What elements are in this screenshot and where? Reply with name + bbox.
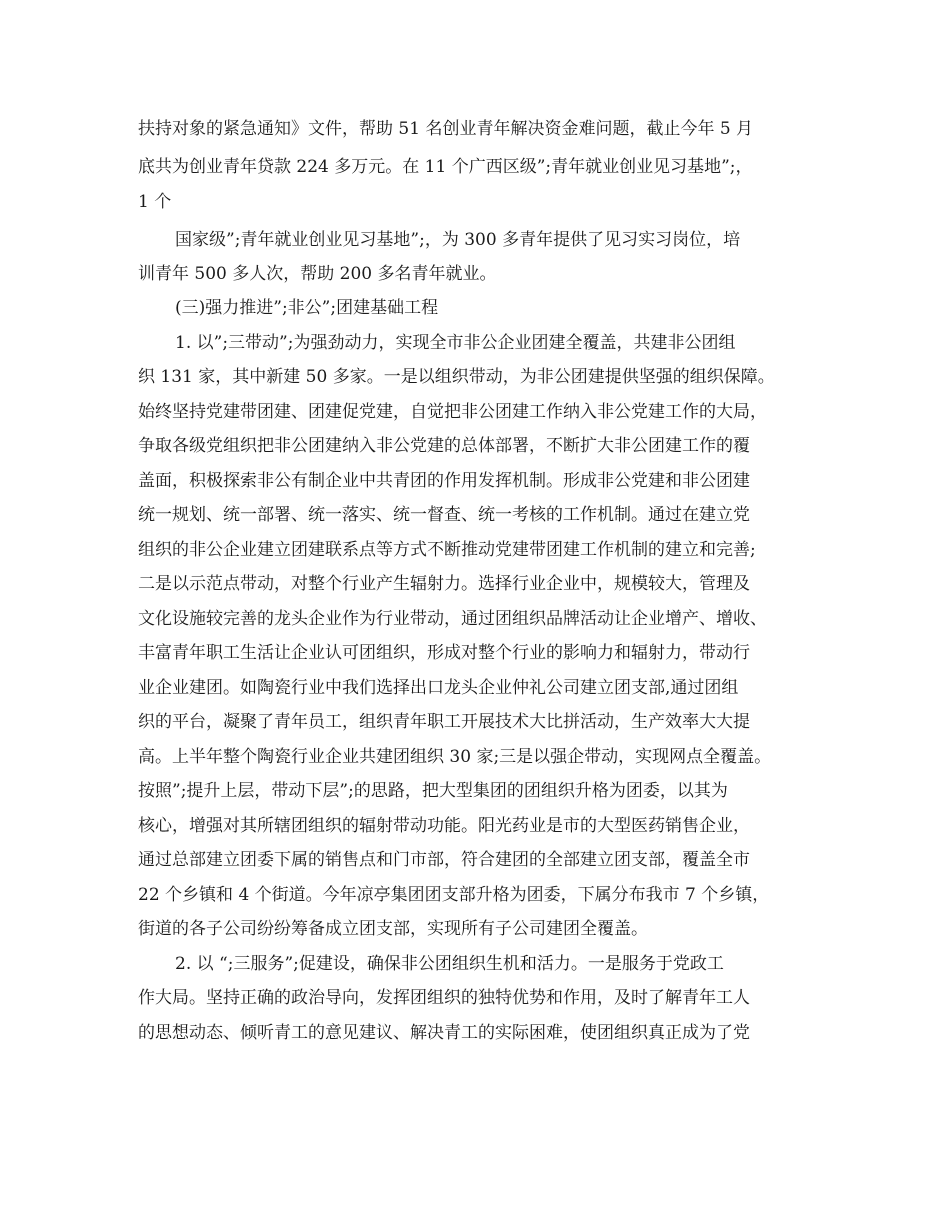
text-line: 组织的非公企业建立团建联系点等方式不断推动党建带团建工作机制的建立和完善; xyxy=(138,540,756,560)
text-line: 作大局。坚持正确的政治导向，发挥团组织的独特优势和作用，及时了解青年工人 xyxy=(138,988,750,1008)
text-line: 22 个乡镇和 4 个街道。今年凉亭集团团支部升格为团委，下属分布我市 7 个乡镇， xyxy=(138,885,770,905)
text-line: 盖面，积极探索非公有制企业中共青团的作用发挥机制。形成非公党建和非公团建 xyxy=(138,471,750,491)
text-line: 争取各级党组织把非公团建纳入非公党建的总体部署，不断扩大非公团建工作的覆 xyxy=(138,436,750,456)
text-line: 丰富青年职工生活让企业认可团组织，形成对整个行业的影响力和辐射力，带动行 xyxy=(138,643,750,663)
text-line: 扶持对象的紧急通知》文件，帮助 51 名创业青年解决资金难问题，截止今年 5 月 xyxy=(138,119,754,139)
text-line: 文化设施较完善的龙头企业作为行业带动，通过团组织品牌活动让企业增产、增收、 xyxy=(138,609,767,629)
text-line: 织 131 家，其中新建 50 多家。一是以组织带动，为非公团建提供坚强的组织保障。 xyxy=(138,367,775,387)
text-line: 统一规划、统一部署、统一落实、统一督查、统一考核的工作机制。通过在建立党 xyxy=(138,505,750,525)
text-line: 始终坚持党建带团建、团建促党建，自觉把非公团建工作纳入非公党建工作的大局， xyxy=(138,402,767,422)
text-line: 国家级”;青年就业创业见习基地”;，为 300 多青年提供了见习实习岗位，培 xyxy=(175,230,741,250)
text-line: 业企业建团。如陶瓷行业中我们选择出口龙头企业仲礼公司建立团支部,通过团组 xyxy=(138,678,739,698)
text-line: 街道的各子公司纷纷筹备成立团支部，实现所有子公司建团全覆盖。 xyxy=(138,919,648,939)
text-line: 织的平台，凝聚了青年员工，组织青年职工开展技术大比拼活动，生产效率大大提 xyxy=(138,712,750,732)
text-line: 训青年 500 多人次，帮助 200 多名青年就业。 xyxy=(138,264,497,284)
section-heading: (三)强力推进”;非公”;团建基础工程 xyxy=(175,298,439,318)
text-line: 1. 以”;三带动”;为强劲动力，实现全市非公企业团建全覆盖，共建非公团组 xyxy=(175,333,736,353)
text-line: 按照”;提升上层，带动下层”;的思路，把大型集团的团组织升格为团委，以其为 xyxy=(138,781,728,801)
text-line: 底共为创业青年贷款 224 多万元。在 11 个广西区级”;青年就业创业见习基地”;， xyxy=(138,157,753,177)
text-line: 2. 以 “;三服务”;促建设，确保非公团组织生机和活力。一是服务于党政工 xyxy=(175,954,724,974)
text-line: 二是以示范点带动，对整个行业产生辐射力。选择行业企业中，规模较大，管理及 xyxy=(138,574,750,594)
text-line: 1 个 xyxy=(138,192,172,212)
text-line: 通过总部建立团委下属的销售点和门市部，符合建团的全部建立团支部，覆盖全市 xyxy=(138,850,750,870)
text-line: 高。上半年整个陶瓷行业企业共建团组织 30 家;三是以强企带动，实现网点全覆盖。 xyxy=(138,747,772,767)
text-line: 核心，增强对其所辖团组织的辐射带动功能。阳光药业是市的大型医药销售企业， xyxy=(138,816,750,836)
text-line: 的思想动态、倾听青工的意见建议、解决青工的实际困难，使团组织真正成为了党 xyxy=(138,1023,750,1043)
